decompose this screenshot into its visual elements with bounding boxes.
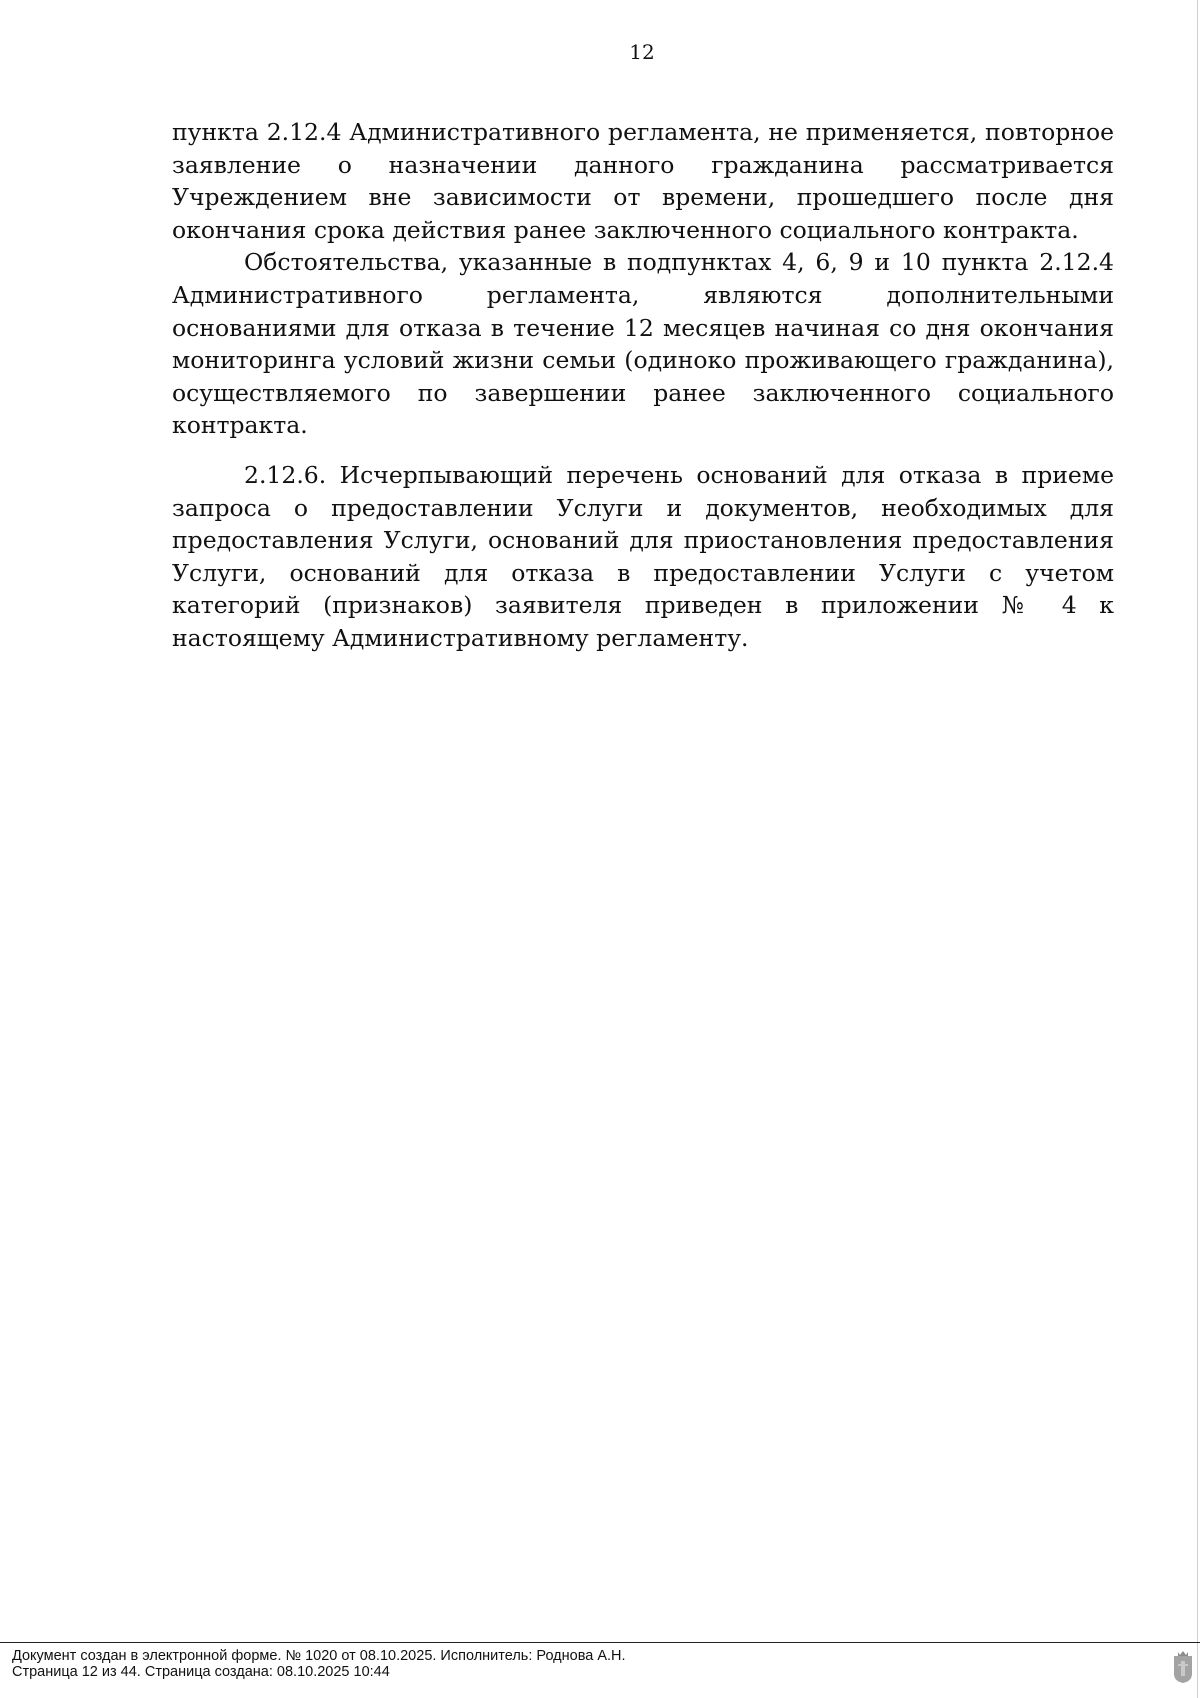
document-footer	[12, 1648, 626, 1680]
coat-of-arms-icon	[1172, 1650, 1194, 1684]
page-edge-line	[1197, 0, 1198, 1698]
paragraph-2-12-6: 2.12.6. Исчерпывающий перечень оснований для отказа в приеме запроса о предоставлении Услуги и документов, необходимых для предоставления Услуги, оснований для приостановления предоставления Услуги, оснований для отказа в предоставлении Услуги с учетом категорий (признаков) заявителя приведен в приложении № 4 к настоящему Административному регламенту.	[172, 460, 1114, 652]
paragraph-continuation: пункта 2.12.4 Административного регламента, не применяется, повторное заявление о назначении данного гражданина рассматривается Учреждением вне зависимости от времени, прошедшего после дня окончания срока действия ранее заключенного социального контракта.	[172, 118, 1114, 244]
paragraph-circumstances: Обстоятельства, указанные в подпунктах 4, 6, 9 и 10 пункта 2.12.4 Административного регламента, являются дополнительными основаниями для отказа в течение 12 месяцев начиная со дня окончания мониторинга условий жизни семьи (одиноко проживающего гражданина), осуществляемого по завершении ранее заключенного социального контракта.	[172, 248, 1114, 440]
page-number: 12	[629, 40, 655, 64]
footer-line-page-info: Страница 12 из 44. Страница создана: 08.10.2025 10:44	[12, 1664, 390, 1680]
document-body	[172, 116, 1114, 655]
footer-line-document-info: Документ создан в электронной форме. № 1020 от 08.10.2025. Исполнитель: Роднова А.Н.	[12, 1648, 626, 1664]
footer-divider	[0, 1642, 1200, 1643]
